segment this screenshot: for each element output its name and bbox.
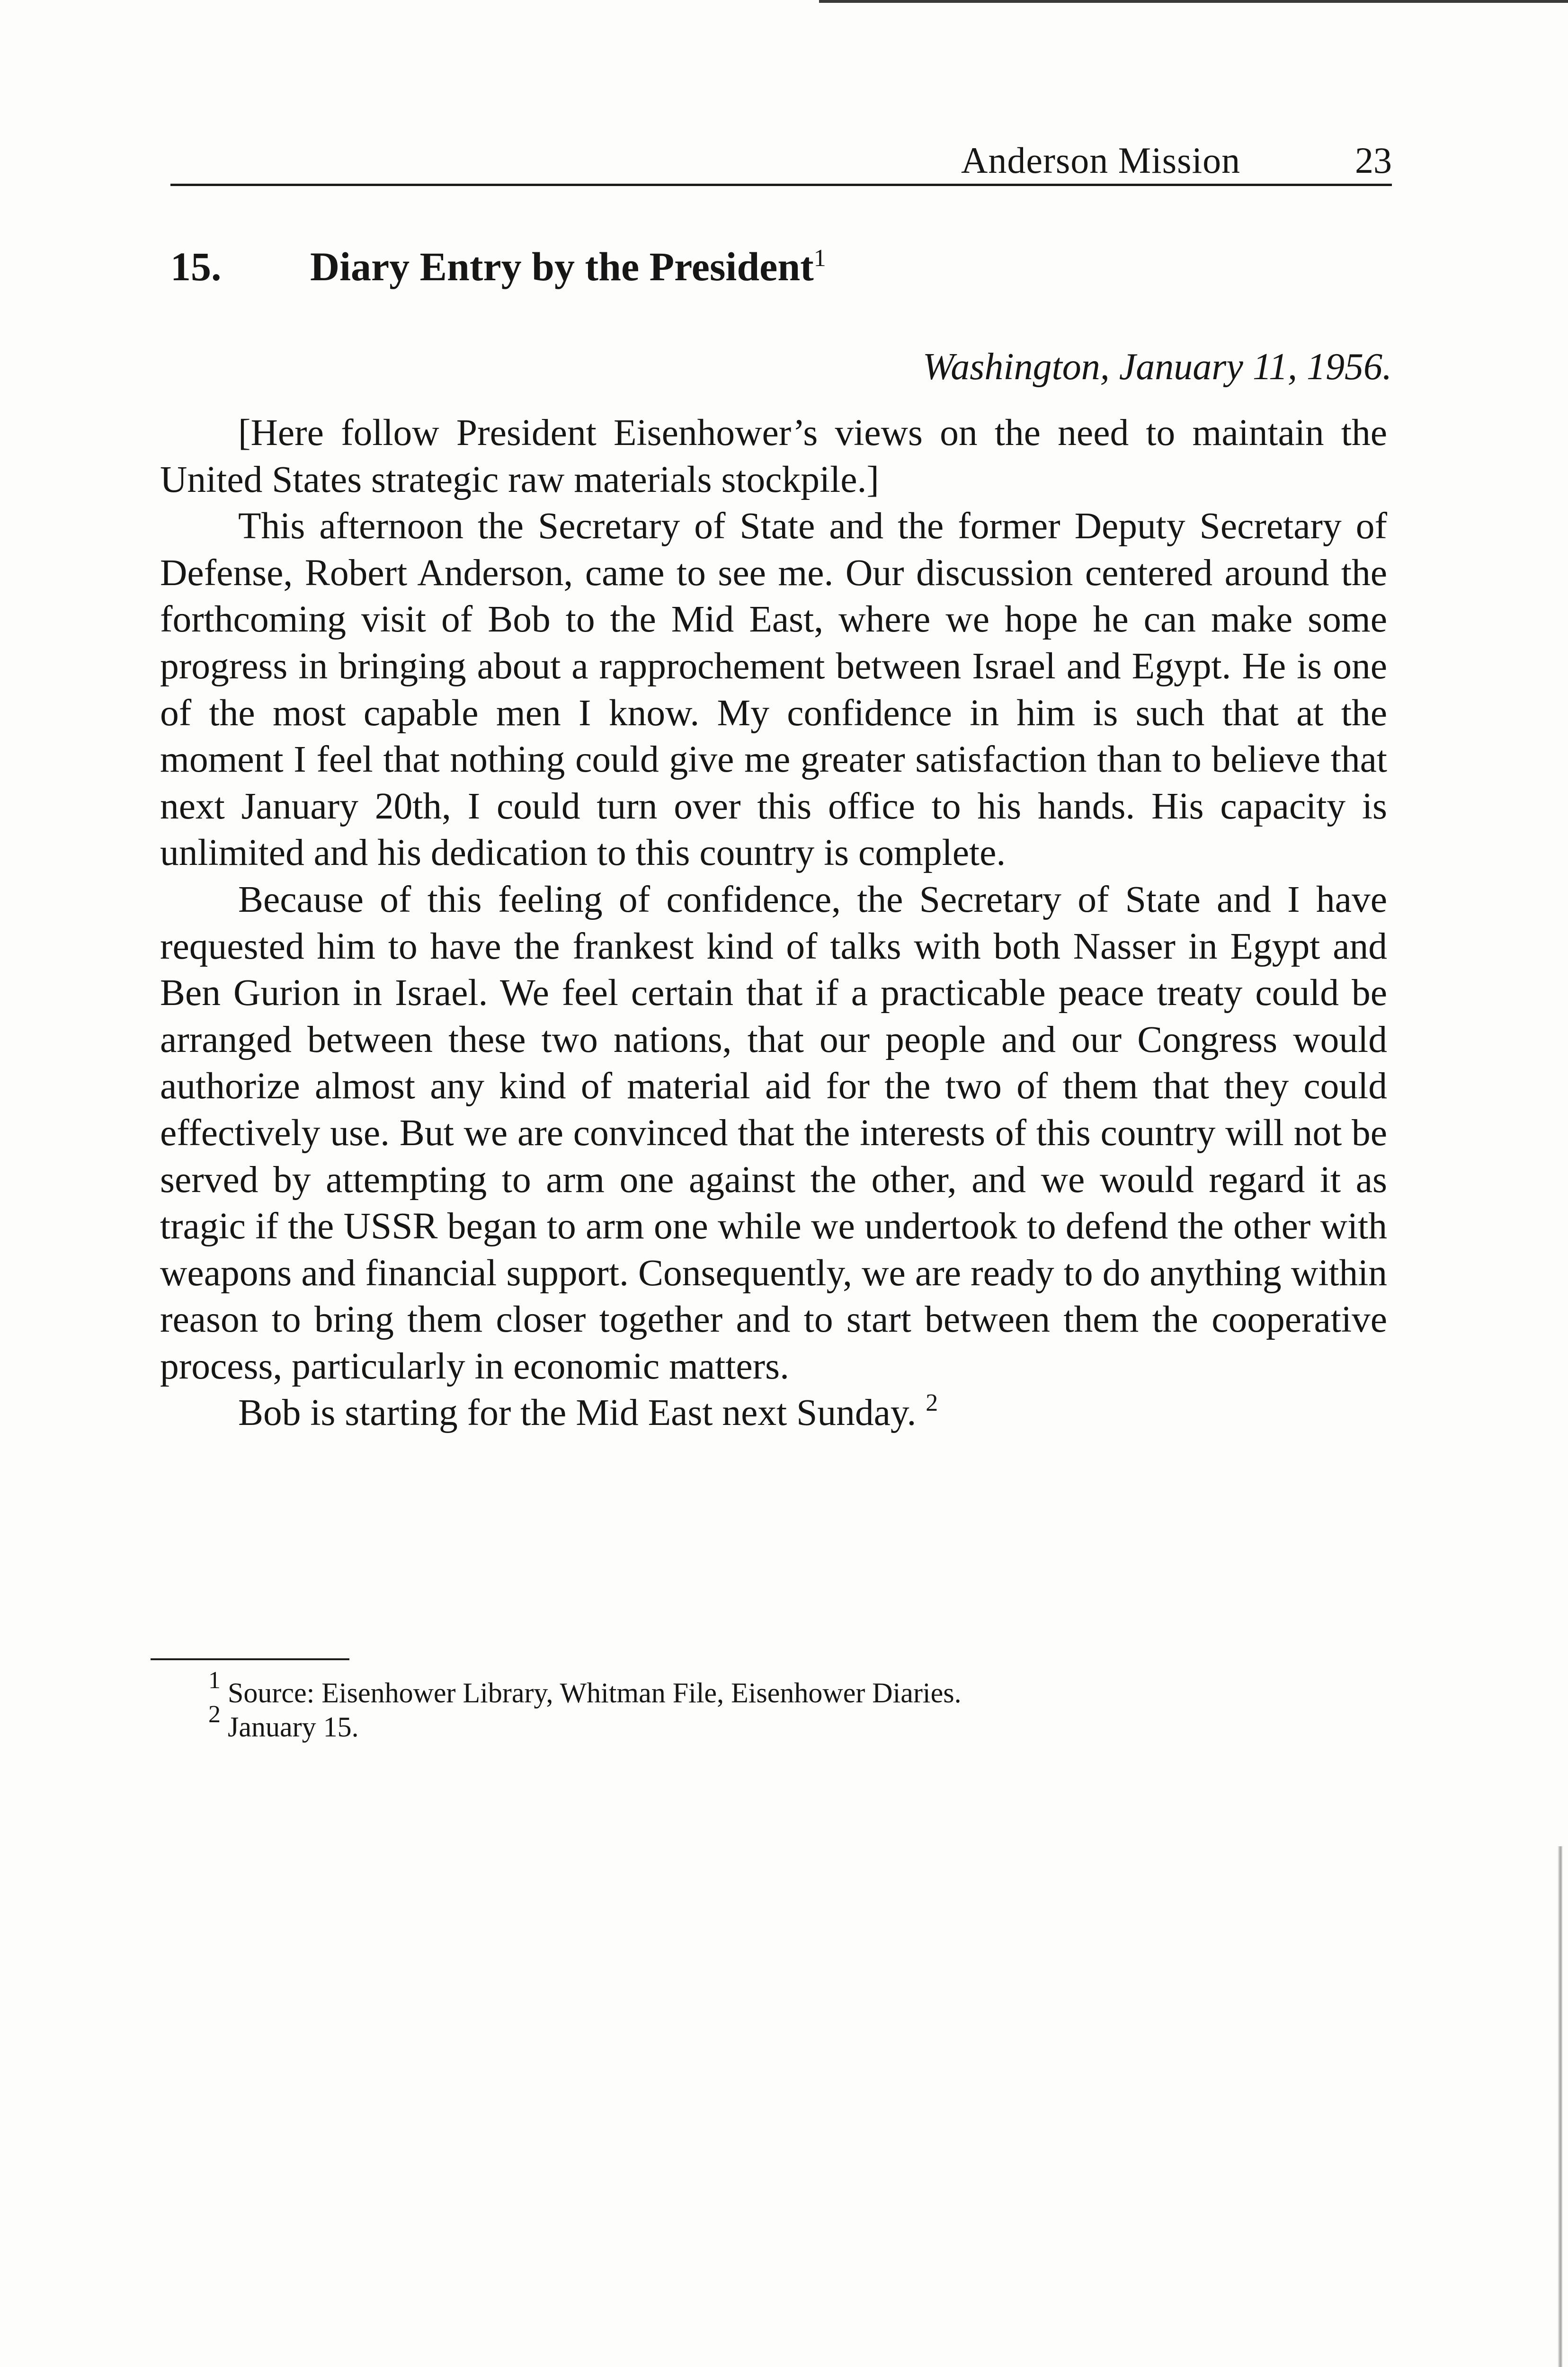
paragraph-departure-text: Bob is starting for the Mid East next Sunday. [238,1392,917,1434]
footnote-marker: 1 [208,1667,221,1694]
page-number: 23 [1355,140,1392,181]
footnote [208,1701,1392,1744]
running-head-title: Anderson Mission [961,140,1241,181]
paragraph-departure [160,1389,1387,1436]
footnote-text: January 15. [228,1711,359,1743]
document-body [160,409,1387,1436]
footnote [208,1667,1392,1710]
footnote-marker: 2 [208,1701,221,1728]
running-head [170,137,1392,186]
footnote-text: Source: Eisenhower Library, Whitman File, Eisenhower Diaries. [228,1677,962,1709]
footnote-ref-1: 1 [813,244,826,272]
scan-top-border [819,0,1568,3]
paragraph-editorial-note: [Here follow President Eisenhower’s views on the need to maintain the United States strategic raw materials stockpile.] [160,412,1387,500]
dateline: Washington, January 11, 1956. [922,346,1392,388]
document-title: Diary Entry by the President [310,243,814,289]
document-number: 15. [170,243,222,289]
document-heading [170,238,1401,295]
paragraph-meeting: This afternoon the Secretary of State and the former Deputy Secretary of Defense, Robert Anderson, came to see me. Our discussion centered around the forthcoming visit of Bob to the Mid East, where we hope he can make some progress in bringing about a rapprochement between Israel and Egypt. He is one of the most capable men I know. My confidence in him is such that at the moment I feel that nothing could give me greater satisfaction than to believe that next January 20th, I could turn over this office to his hands. His capacity is unlimited and his dedication to this country is complete. [160,505,1387,874]
footnotes [208,1667,1392,1744]
paragraph-talks: Because of this feeling of confidence, the Secretary of State and I have requested him to have the frankest kind of talks with both Nasser in Egypt and Ben Gurion in Israel. We feel certain that if a practicable peace treaty could be arranged between these two nations, that our people and our Congress would authorize almost any kind of material aid for the two of them that they could effectively use. But we are convinced that the interests of this country will not be served by attempting to arm one against the other, and we would regard it as tragic if the USSR began to arm one while we undertook to defend the other with weapons and financial support. Consequently, we are ready to do anything within reason to bring them closer together and to start between them the cooperative process, particularly in economic matters. [160,878,1387,1387]
footnote-rule [151,1658,349,1660]
footnote-ref-2: 2 [926,1389,938,1417]
scan-right-edge [1558,1846,1562,2367]
